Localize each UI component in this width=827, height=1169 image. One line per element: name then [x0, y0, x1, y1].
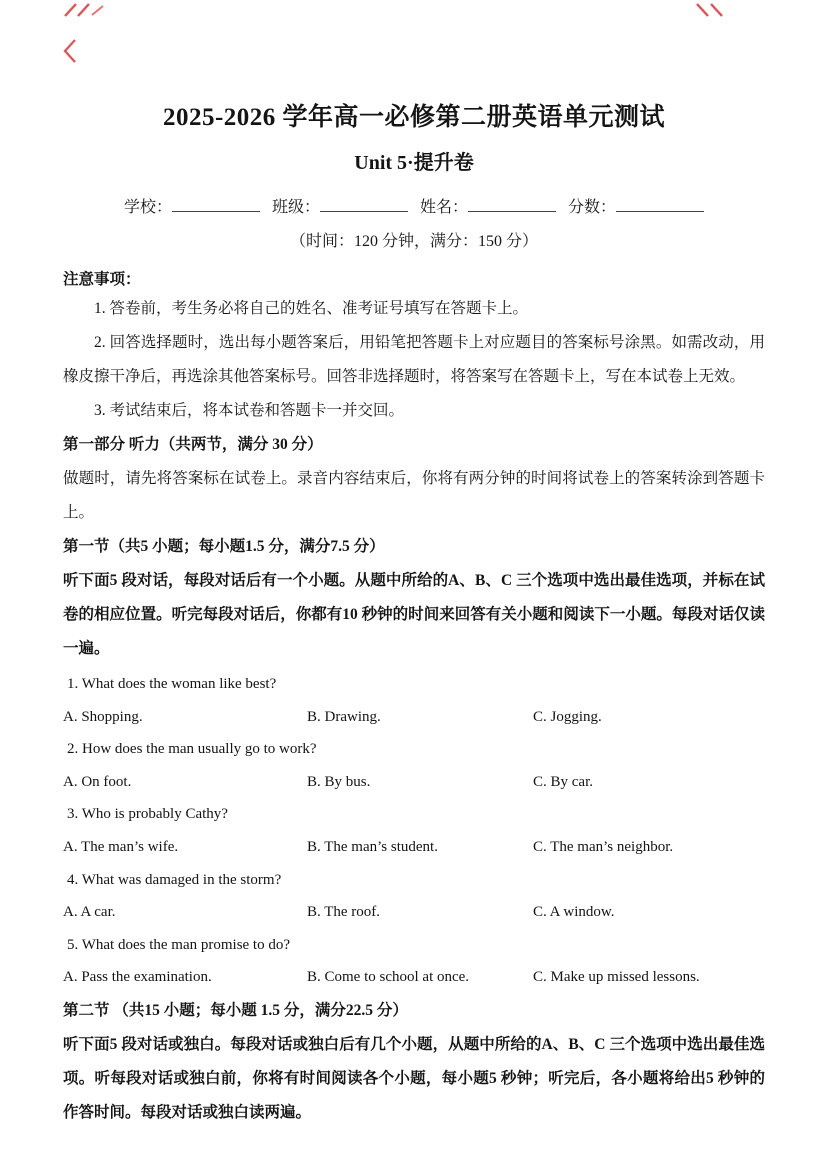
name-label: 姓名： — [420, 199, 469, 216]
student-info-row — [63, 194, 765, 220]
question-5-option-a: A. Pass the examination. — [63, 969, 212, 986]
question-1-text: 1. What does the woman like best? — [67, 676, 277, 692]
question-4-option-b: B. The roof. — [307, 904, 381, 921]
question-4-option-c: C. A window. — [533, 904, 615, 921]
question-4-text: 4. What was damaged in the storm? — [67, 871, 282, 888]
exam-subtitle: Unit 5·提升卷 — [354, 152, 474, 174]
question-5-option-c: C. Make up missed lessons. — [533, 969, 700, 986]
section2-instruction: 听下面5 段对话或独白。每段对话或独白后有几个小题，从题中所给的A、B、C 三个选项中选出最佳选项。听每段对话或独白前，你将有时间阅读各个小题，每小题5 秒钟；听完后，各小题将给出5 秒钟的作答时间。每段对话或独白读两遍。 — [63, 1035, 765, 1121]
question-5-text: 5. What does the man promise to do? — [67, 936, 291, 953]
part1-heading: 第一部分 听力（共两节，满分 30 分） — [63, 436, 323, 453]
name-blank-line — [468, 194, 556, 212]
school-blank-line — [172, 194, 260, 212]
time-score-line: （时间：120 分钟，满分：150 分） — [289, 233, 538, 250]
class-blank-line — [320, 194, 408, 212]
question-2-text: 2. How does the man usually go to work? — [67, 741, 317, 758]
question-3-option-c: C. The man’s neighbor. — [533, 838, 674, 855]
section2-heading: 第二节 （共15 小题；每小题 1.5 分，满分22.5 分） — [63, 1001, 408, 1019]
question-3-options — [63, 831, 765, 864]
question-2-options — [63, 766, 765, 799]
section1-instruction: 听下面5 段对话，每段对话后有一个小题。从题中所给的A、B、C 三个选项中选出最佳选项，并标在试卷的相应位置。听完每段对话后，你都有10 秒钟的时间来回答有关小题和阅读下一小题。每段对话仅读一遍。 — [63, 572, 765, 657]
exam-title: 2025-2026 学年高一必修第二册英语单元测试 — [162, 104, 666, 131]
question-2-option-a: A. On foot. — [63, 773, 132, 790]
score-label: 分数： — [568, 199, 617, 216]
question-3-text: 3. Who is probably Cathy? — [67, 806, 228, 823]
question-1-options — [63, 701, 765, 734]
section1-heading: 第一节（共5 小题；每小题1.5 分，满分7.5 分） — [63, 538, 385, 555]
question-5-options — [63, 961, 765, 994]
red-scan-mark-left — [60, 38, 80, 64]
score-blank-line — [616, 194, 704, 212]
part1-note: 做题时，请先将答案标在试卷上。录音内容结束后，你将有两分钟的时间将试卷上的答案转涂到答题卡上。 — [63, 470, 765, 521]
name-field — [420, 194, 556, 220]
score-field — [568, 194, 704, 220]
red-scan-mark-top-right — [694, 3, 726, 17]
question-5-option-b: B. Come to school at once. — [307, 969, 470, 986]
listening-questions — [63, 668, 765, 994]
question-4-option-a: A. A car. — [63, 904, 116, 921]
question-3-option-a: A. The man’s wife. — [63, 838, 179, 855]
school-field — [124, 194, 260, 220]
notice-item-1: 1. 答卷前，考生务必将自己的姓名、准考证号填写在答题卡上。 — [94, 300, 529, 317]
question-1-option-c: C. Jogging. — [533, 708, 602, 725]
question-4-options — [63, 896, 765, 929]
notice-item-3: 3. 考试结束后，将本试卷和答题卡一并交回。 — [94, 402, 405, 419]
question-1-option-b: B. Drawing. — [307, 708, 381, 725]
red-scan-mark-top-left — [62, 3, 106, 17]
question-2-option-c: C. By car. — [533, 773, 593, 790]
question-2-option-b: B. By bus. — [307, 773, 371, 790]
question-1-option-a: A. Shopping. — [63, 708, 143, 725]
question-3-option-b: B. The man’s student. — [307, 838, 438, 855]
school-label: 学校： — [123, 199, 172, 216]
notice-item-2: 2. 回答选择题时，选出每小题答案后，用铅笔把答题卡上对应题目的答案标号涂黑。如需改动，用橡皮擦干净后，再选涂其他答案标号。回答非选择题时，将答案写在答题卡上，写在本试卷上无效。 — [63, 334, 765, 385]
notice-heading: 注意事项： — [63, 271, 141, 288]
class-label: 班级： — [271, 199, 320, 216]
class-field — [272, 194, 408, 220]
